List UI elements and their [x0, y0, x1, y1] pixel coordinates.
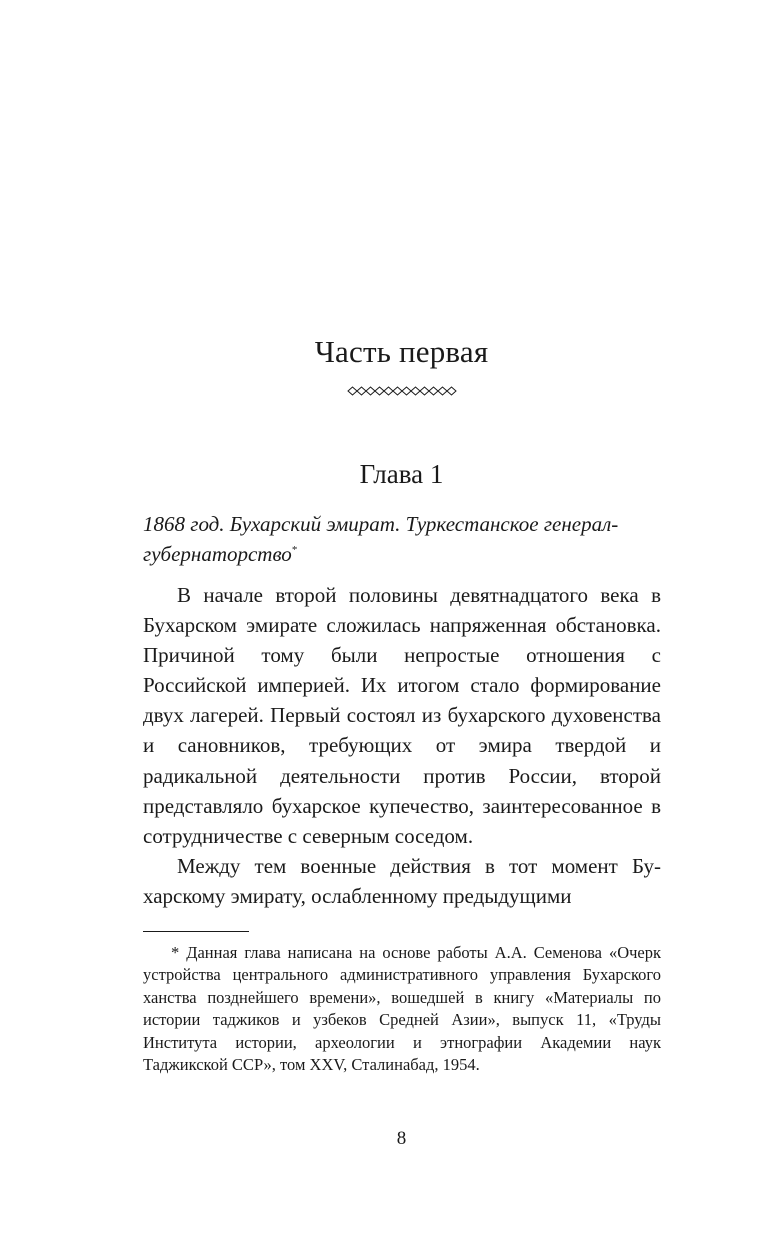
footnote-mark: *: [291, 544, 298, 556]
chapter-subtitle-text: 1868 год. Бухарский эмират. Туркестанское генерал-губернаторство: [143, 512, 619, 566]
paragraph: В начале второй половины девятнадцатого века в Бухарском эмирате сложилась напряженная обстановка. Причиной тому были непростые отношения с Российской империей. Их итогом стало формирование двух лагерей. Первый состоял из бухарского духовенства и сановников, требующих от эмира твердой и радикальной деятельности против России, второй представляло бухарское купечество, заинтересованное в сотрудничестве с северным соседом.: [143, 583, 661, 848]
chapter-title: Глава 1: [359, 459, 444, 489]
page-number: 8: [396, 1128, 407, 1149]
body-text: [143, 580, 661, 911]
footnote-text: * Данная глава написана на основе работы А.А. Семенова «Очерк устройства центрального административного управления Бухарского ханства позднейшего времени», вошедшей в книгу «Материалы по истории таджиков и узбеков Средней Азии», выпуск 11, «Труды Института истории, археологии и этнографии Академии наук Таджикской ССР», том XXV, Сталинабад, 1954.: [143, 943, 661, 1075]
chapter-subtitle: [143, 509, 663, 569]
footnote-separator: [143, 931, 249, 932]
footnote: [143, 942, 661, 1076]
part-title: Часть первая: [314, 334, 489, 369]
paragraph: Между тем военные действия в тот момент Бухарскому эмирату, ослабленному предыдущими: [143, 853, 661, 908]
ornament-divider: [347, 385, 457, 397]
